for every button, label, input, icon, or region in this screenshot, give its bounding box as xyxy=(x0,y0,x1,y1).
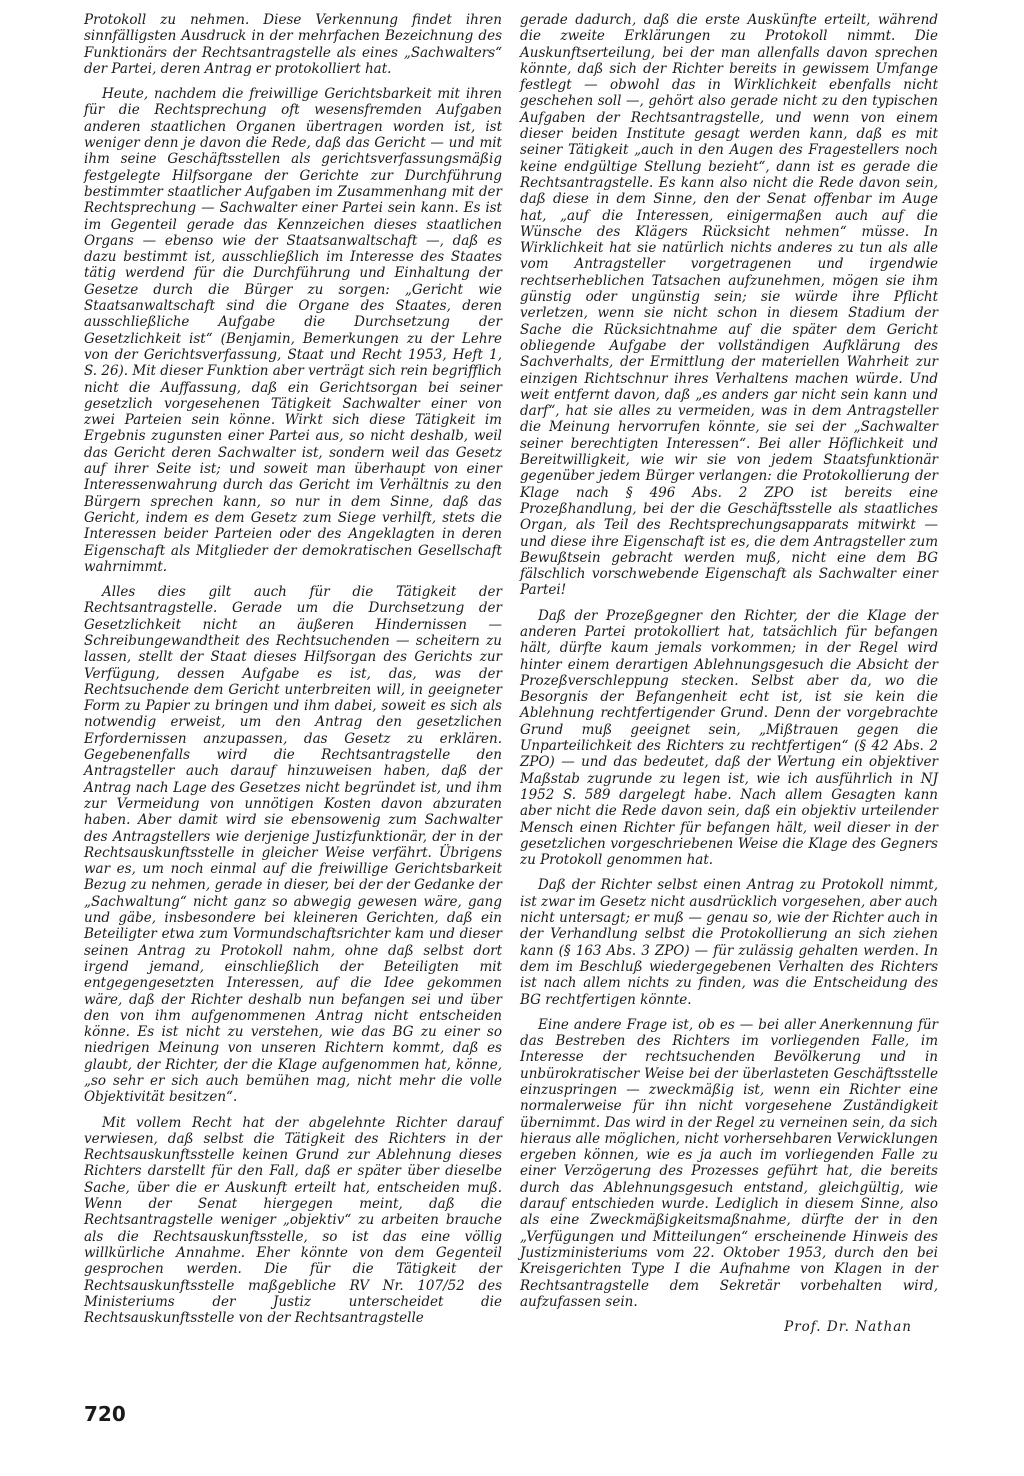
author-signature: Prof. Dr. Nathan xyxy=(784,1319,912,1336)
right-column xyxy=(520,12,938,1335)
paragraph: Daß der Richter selbst einen Antrag zu Protokoll nimmt, ist zwar im Gesetz nicht ausdrücklich vorgesehen, aber auch nicht untersagt; er muß — genau so, wie der Richter auch in der Verhandlung selbst die Protokollierung an sich ziehen kann (§ 163 Abs. 3 ZPO) — für zulässig gehalten werden. In dem im Beschluß wiedergegebenen Verhalten des Richters ist nach allem nichts zu finden, was die Entscheidung des BG rechtfertigen könnte. xyxy=(520,877,938,1008)
paragraph: Daß der Prozeßgegner den Richter, der die Klage der anderen Partei protokolliert hat, tatsächlich für befangen hält, dürfte kaum jemals vorkommen; in der Regel wird hinter einem derartigen Ablehnungsgesuch die Absicht der Prozeßverschleppung stecken. Selbst aber da, wo die Besorgnis der Befangenheit echt ist, ist sie kein die Ablehnung rechtfertigender Grund. Denn der vorgebrachte Grund muß geeignet sein, „Mißtrauen gegen die Unparteilichkeit des Richters zu rechtfertigen“ (§ 42 Abs. 2 ZPO) — und das bedeutet, daß der Wertung ein objektiver Maßstab zugrunde zu legen ist, wie ich ausführlich in NJ 1952 S. 589 dargelegt habe. Nach allem Gesagten kann aber nicht die Rede davon sein, daß ein objektiv urteilender Mensch einen Richter für befangen hält, weil dieser in der gesetzlichen vorgeschriebenen Weise die Klage des Gegners zu Protokoll genommen hat. xyxy=(520,607,938,869)
paragraph: Alles dies gilt auch für die Tätigkeit der Rechtsantragstelle. Gerade um die Durchsetzung der Gesetzlichkeit nicht an äußeren Hindernissen — Schreibungewandtheit des Rechtsuchenden — scheitern zu lassen, stellt der Staat dieses Hilfsorgan des Gerichts zur Verfügung, dessen Aufgabe es ist, das, was der Rechtsuchende dem Gericht unterbreiten will, in geeigneter Form zu Papier zu bringen und ihm dabei, soweit es sich als notwendig erweist, um den Antrag den gesetzlichen Erfordernissen anzupassen, das Gesetz zu erklären. Gegebenenfalls wird die Rechtsantragstelle den Antragsteller auch darauf hinzuweisen haben, daß der Antrag nach Lage des Gesetzes nicht begründet ist, und ihm zur Vermeidung von unnötigen Kosten davon abzuraten haben. Aber damit wird sie ebensowenig zum Sachwalter des Antragstellers wie derjenige Justizfunktionär, der in der Rechtsauskunftsstelle in gleicher Weise verfährt. Übrigens war es, um noch einmal auf die freiwillige Gerichtsbarkeit Bezug zu nehmen, gerade in dieser, bei der der Gedanke der „Sachwaltung“ nicht ganz so abwegig gewesen wäre, gang und gäbe, insbesondere bei kleineren Gerichten, daß ein Beteiligter etwa zum Vormundschaftsrichter kam und dieser seinen Antrag zu Protokoll nahm, ohne daß selbst dort irgend jemand, einschließlich der Beteiligten mit entgegengesetzten Interessen, auf die Idee gekommen wäre, daß der Richter deshalb nun befangen sei und über den von ihm aufgenommenen Antrag nicht entscheiden könne. Es ist nicht zu verstehen, wie das BG zu einer so niedrigen Meinung von unseren Richtern kommt, daß es glaubt, der Richter, der die Klage aufgenommen hat, könne, „so sehr er sich auch bemühen mag, nicht mehr die volle Objektivität besitzen“. xyxy=(84,584,502,1106)
paragraph: Mit vollem Recht hat der abgelehnte Richter darauf verwiesen, daß selbst die Tätigkeit des Richters in der Rechtsauskunftsstelle keinen Grund zur Ablehnung dieses Richters darstellt für den Fall, daß er später über dieselbe Sache, über die er Auskunft erteilt hat, entscheiden muß. Wenn der Senat hiergegen meint, daß die Rechtsantragstelle weniger „objektiv“ zu arbeiten brauche als die Rechtsauskunftsstelle, so ist das eine völlig willkürliche Annahme. Eher könnte von dem Gegenteil gesprochen werden. Die für die Tätigkeit der Rechtsauskunftsstelle maßgebliche RV Nr. 107/52 des Ministeriums der Justiz unterscheidet die Rechtsauskunftsstelle von der Rechtsantragstelle xyxy=(84,1114,502,1327)
paragraph: Eine andere Frage ist, ob es — bei aller Anerkennung für das Bestreben des Richters im vorliegenden Falle, im Interesse der rechtsuchenden Bevölkerung und in unbürokratischer Weise bei der überlasteten Geschäftsstelle einzuspringen — zweckmäßig ist, wenn ein Richter eine normalerweise für ihn nicht vorgesehene Zuständigkeit übernimmt. Das wird in der Regel zu verneinen sein, da sich hieraus alle möglichen, nicht vorhersehbaren Verwicklungen ergeben können, wie es ja auch im vorliegenden Falle zu einer Verzögerung des Prozesses geführt hat, die bereits durch das Ablehnungsgesuch entstand, gleichgültig, wie darauf entschieden wurde. Lediglich in diesem Sinne, also als eine Zweckmäßigkeitsmaßnahme, dürfte der in den „Verfügungen und Mitteilungen“ erscheinende Hinweis des Justizministeriums vom 22. Oktober 1953, durch den bei Kreisgerichten Type I die Aufnahme von Klagen in der Rechtsantragstelle dem Sekretär vorbehalten wird, aufzufassen sein. xyxy=(520,1016,938,1310)
paragraph: Protokoll zu nehmen. Diese Verkennung findet ihren sinnfälligsten Ausdruck in der mehrfachen Bezeichnung des Funktionärs der Rechtsantragstelle als eines „Sachwalters“ der Partei, deren Antrag er protokolliert hat. xyxy=(84,12,502,77)
left-column xyxy=(84,12,502,1335)
paragraph: Heute, nachdem die freiwillige Gerichtsbarkeit mit ihren für die Rechtsprechung oft wesensfremden Aufgaben anderen staatlichen Organen übertragen worden ist, ist weniger denn je davon die Rede, daß das Gericht — und mit ihm seine Geschäftsstellen als gerichtsverfassungsmäßig festgelegte Hilfsorgane der Gerichte zur Durchführung bestimmter staatlicher Aufgaben im Zusammenhang mit der Rechtsprechung — Sachwalter einer Partei sein kann. Es ist im Gegenteil gerade das Kennzeichen dieses staatlichen Organs — ebenso wie der Staatsanwaltschaft —, daß es dazu bestimmt ist, ausschließlich im Interesse des Staates tätig werdend für die Durchführung und Einhaltung der Gesetze durch die Bürger zu sorgen: „Gericht wie Staatsanwaltschaft sind die Organe des Staates, deren ausschließliche Aufgabe die Durchsetzung der Gesetzlichkeit ist“ (Benjamin, Bemerkungen zu der Lehre von der Gerichtsverfassung, Staat und Recht 1953, Heft 1, S. 26). Mit dieser Funktion aber verträgt sich rein begrifflich nicht die Auffassung, daß ein Gerichtsorgan bei seiner gesetzlich vorgesehenen Tätigkeit Sachwalter einer von zwei Parteien sein könne. Wirkt sich diese Tätigkeit im Ergebnis zugunsten einer Partei aus, so nicht deshalb, weil das Gericht deren Sachwalter ist, sondern weil das Gesetz auf ihrer Seite ist; und soweit man überhaupt von einer Interessenwahrung durch das Gericht im Verhältnis zu den Bürgern sprechen kann, so nur in dem Sinne, daß das Gericht, indem es dem Gesetz zum Siege verhilft, stets die Interessen beider Parteien oder des Angeklagten in deren Eigenschaft als Mitglieder der demokratischen Gesellschaft wahrnimmt. xyxy=(84,86,502,575)
paragraph: gerade dadurch, daß die erste Auskünfte erteilt, während die zweite Erklärungen zu Protokoll nimmt. Die Auskunftserteilung, bei der man allenfalls davon sprechen könnte, daß sich der Richter bereits in gewissem Umfange festlegt — obwohl das in Wirklichkeit ebenfalls nicht geschehen soll —, gehört also gerade nicht zu den typischen Aufgaben der Rechtsantragstelle, und wenn von einem dieser beiden Institute gesagt werden kann, daß es mit seiner Tätigkeit „auch in den Augen des Fragestellers noch keine endgültige Stellung bezieht“, dann ist es gerade die Rechtsantragstelle. Es kann also nicht die Rede davon sein, daß diese in dem Sinne, den der Senat offenbar im Auge hat, „auf die Interessen, einigermaßen auch auf die Wünsche des Klägers Rücksicht nehmen“ müsse. In Wirklichkeit hat sie natürlich nichts anderes zu tun als alle vom Antragsteller vorgetragenen und irgendwie rechtserheblichen Tatsachen aufzunehmen, mögen sie ihm günstig oder ungünstig sein; sie würde ihre Pflicht verletzen, wenn sie nicht schon in diesem Stadium der Sache die Rücksichtnahme auf die später dem Gericht obliegende Aufgabe der vollständigen Aufklärung des Sachverhalts, der Ermittlung der materiellen Wahrheit zur einzigen Richtschnur ihres Verhaltens machen würde. Und weit entfernt davon, daß „es anders gar nicht sein kann und darf“, hat sie alles zu vermeiden, was in dem Antragsteller die Meinung hervorrufen könnte, sie sei der „Sachwalter seiner berechtigten Interessen“. Bei aller Höflichkeit und Bereitwilligkeit, wie wir sie von jedem Staatsfunktionär gegenüber jedem Bürger verlangen: die Protokollierung der Klage nach § 496 Abs. 2 ZPO ist bereits eine Prozeßhandlung, bei der die Geschäftsstelle als staatliches Organ, als Teil des Rechtsprechungsapparats mitwirkt — und diese ihre Eigenschaft ist es, die dem Antragsteller zum Bewußtsein gebracht werden muß, nicht eine dem BG fälschlich vorschwebende Eigenschaft als Sachwalter einer Partei! xyxy=(520,12,938,599)
page-number: 720 xyxy=(84,1402,126,1426)
